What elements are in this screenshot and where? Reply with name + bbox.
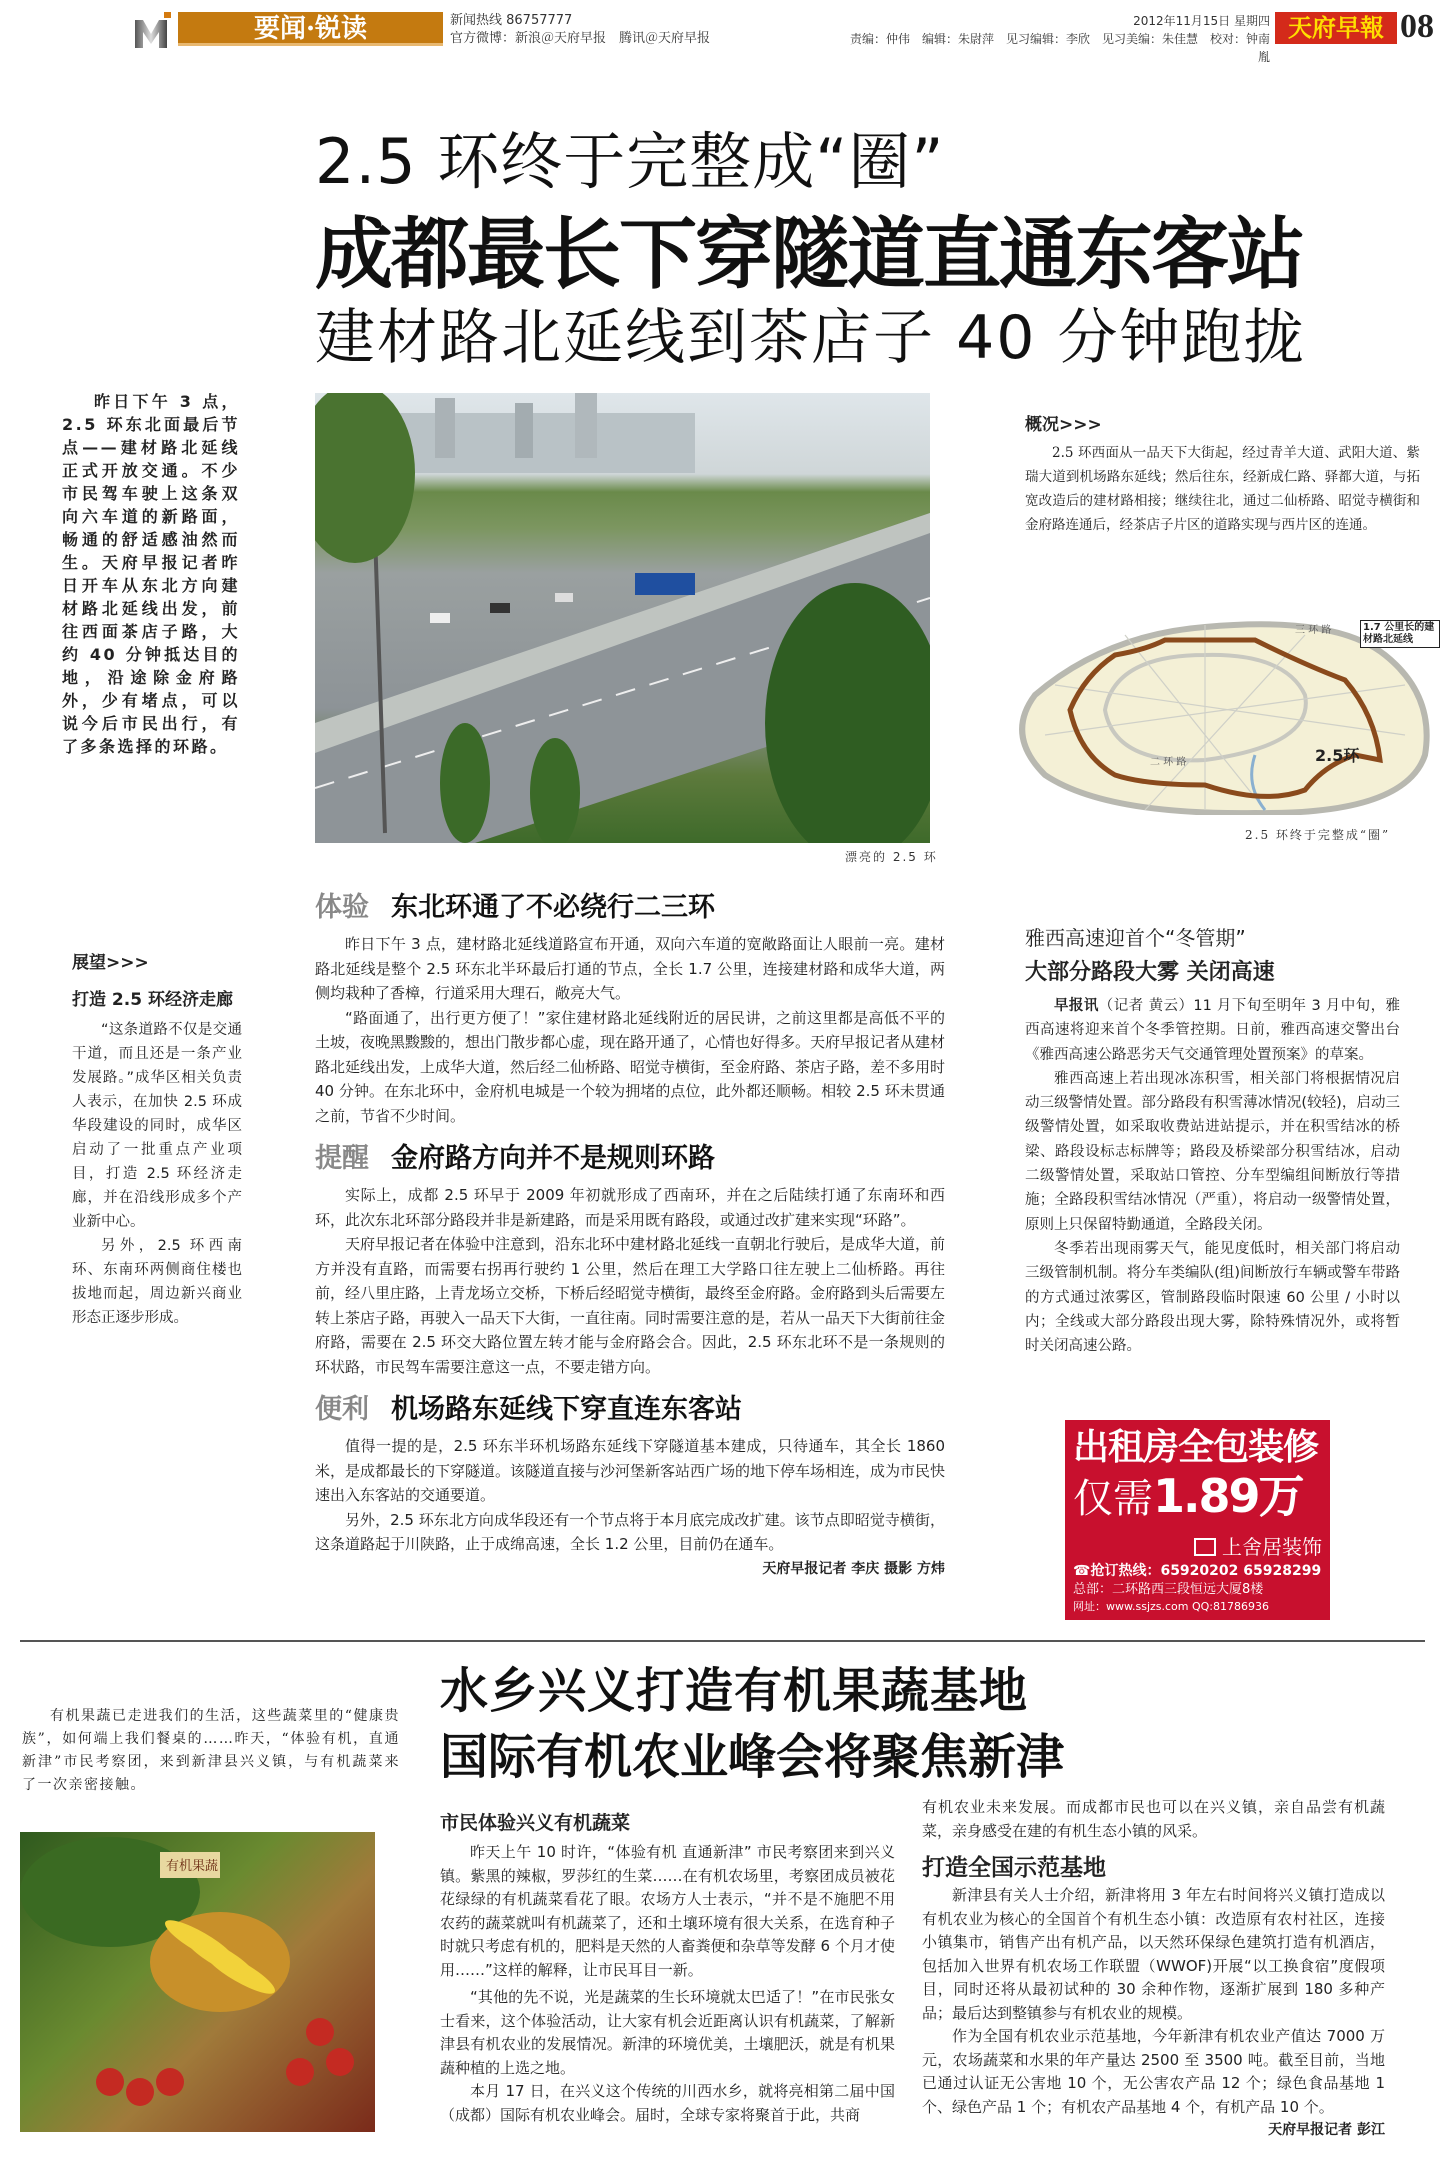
- ad-address: 总部：二环路西三段恒远大厦8楼: [1073, 1582, 1264, 1597]
- renovation-ad[interactable]: [1065, 1420, 1330, 1620]
- outlook-title: 展望>>>: [72, 953, 149, 973]
- market-sign: 有机果蔬: [166, 1859, 219, 1874]
- paragraph: 天府早报记者在体验中注意到，沿东北环中建材路北延线一直朝北行驶后，是成华大道，前方并没有直路，而需要右拐再行驶约 1 公里，然后在理工大学路口往左驶上二仙桥路。再往前，经八里庄路，上青龙场立交桥，下桥后经昭觉寺横街，最终至金府路。金府路到头后需要左转上茶店子路，再驶入一品天下大街，一直往南。同时需要注意的是，若从一品天下大街前往金府路，需要在 2.5 环交大路位置左转才能与金府路会合。因此，2.5 环东北环不是一条规则的环状路，市民驾车需要注意这一点，不要走错方向。: [315, 1235, 946, 1376]
- reporter: （记者 黄云）: [1098, 998, 1194, 1014]
- overview-title: 概况>>>: [1025, 415, 1102, 435]
- section-tag: 便利: [315, 1394, 369, 1425]
- paragraph: “其他的先不说，光是蔬菜的生长环境就太巴适了！”在市民张女士看来，这个体验活动，让大家有机会近距离认识有机蔬菜，了解新津县有机农业的发展情况。新津的环境优美，土壤肥沃，就是有机果蔬种植的上选之地。: [440, 1988, 895, 2077]
- paragraph-continued: 有机农业未来发展。而成都市民也可以在兴义镇，亲自品尝有机蔬菜，亲身感受在建的有机生态小镇的风采。: [922, 1798, 1385, 1840]
- dateline: 早报讯: [1054, 998, 1099, 1014]
- photo-caption: 漂亮的 2.5 环: [845, 850, 938, 864]
- article-intro: 昨日下午 3 点，2.5 环东北面最后节点——建材路北延线正式开放交通。不少市民驾车驶上这条双向六车道的新路面，畅通的舒适感油然而生。天府早报记者昨日开车从东北方向建材路北延线出发，前往西面茶店子路，大约 40 分钟抵达目的地，沿途除金府路外，少有堵点，可以说今后市民出行，有了多条选择的环路。: [62, 392, 240, 756]
- section-title: 东北环通了不必绕行二三环: [391, 892, 715, 923]
- outlook-paragraph: 另外，2.5 环西南环、东南环两侧商住楼也拔地而起，周边新兴商业形态正逐步形成。: [72, 1238, 242, 1326]
- section-experience: [315, 885, 945, 1128]
- paragraph-with-byline: [922, 2025, 1385, 2138]
- phone-icon: ☎: [1073, 1563, 1091, 1579]
- overview-text: 2.5 环西面从一品天下大街起，经过青羊大道、武阳大道、紫瑞大道到机场路东延线；然后往东，经新成仁路、驿都大道，与拓宽改造后的建材路相接；继续往北，通过二仙桥路、昭觉寺横街和金府路连通后，经茶店子片区的道路实现与西片区的连通。: [1025, 445, 1420, 533]
- ad-line2a: 仅需: [1073, 1476, 1153, 1522]
- third-ring-label: 三 环 路: [1295, 625, 1332, 636]
- article-kicker: 雅西高速迎首个“冬管期”: [1025, 926, 1246, 950]
- paragraph: 昨天上午 10 时许，“体验有机 直通新津” 市民考察团来到兴义镇。紫黑的辣椒，罗莎红的生菜……在有机农场里，考察团成员被花花绿绿的有机蔬菜看花了眼。农场方人士表示，“并不是不施肥不用农药的蔬菜就叫有机蔬菜了，还和土壤环境有很大关系，在选育种子时就只考虑有机的，肥料是天然的人畜粪便和杂草等发酵 6 个月才使用……”这样的解释，让市民耳目一新。: [440, 1843, 895, 1979]
- map-caption: 2.5 环终于完整成“圈”: [1245, 828, 1391, 842]
- road-photo: [315, 393, 930, 843]
- vegetable-photo: [20, 1832, 375, 2132]
- second-ring-label: 二 环 路: [1150, 757, 1187, 768]
- brand-logo-icon: [1194, 1538, 1216, 1556]
- paragraph: 昨日下午 3 点，建材路北延线道路宣布开通，双向六车道的宽敞路面让人眼前一亮。建材路北延线是整个 2.5 环东北半环最后打通的节点，全长 1.7 公里，连接建材路和成华大道，两侧均栽种了香樟，行道采用大理石，敞亮大气。: [315, 935, 945, 1002]
- headline-organic: 水乡兴义打造有机果蔬基地: [440, 1663, 1029, 1719]
- column-right: [922, 1796, 1385, 2143]
- paragraph: 新津县有关人士介绍，新津将用 3 年左右时间将兴义镇打造成以有机农业为核心的全国首个有机生态小镇：改造原有农村社区，连接小镇集市，销售产出有机产品，以天然环保绿色建筑打造有机酒店，包括加入世界有机农场工作联盟（WWOF)开展“以工换食宿”度假项目，同时还将从最初试种的 30 余种作物，逐渐扩展到 180 多种产品；最后达到整镇参与有机农业的规模。: [922, 1886, 1385, 2022]
- page-number: 08: [1400, 8, 1434, 45]
- headline-main: 成都最长下穿隧道直通东客站: [315, 210, 1304, 300]
- article-yaxi: [1025, 922, 1400, 1358]
- headline-kicker: 2.5 环终于完整成“圈”: [315, 125, 945, 198]
- paragraph: 另外，2.5 环东北方向成华段还有一个节点将于本月底完成改扩建。该节点即昭觉寺横街，这条道路起于川陕路，止于成绵高速，全长 1.2 公里，目前仍在通车。: [315, 1510, 945, 1553]
- weibo: 官方微博：新浪＠天府早报 腾讯＠天府早报: [450, 31, 711, 46]
- section-title: 金府路方向并不是规则环路: [391, 1143, 715, 1174]
- main-sections: [315, 885, 945, 1589]
- headline-summit: 国际有机农业峰会将聚焦新津: [440, 1729, 1065, 1785]
- section-divider: [20, 1640, 1425, 1642]
- ad-brand-name: 上舍居装饰: [1222, 1535, 1322, 1559]
- page-logo: [133, 12, 173, 50]
- ring-label: 2.5环: [1315, 746, 1360, 765]
- section-heading: [315, 885, 945, 924]
- headline-sub: 建材路北延线到茶店子 40 分钟跑拢: [315, 303, 1306, 373]
- paragraph: 本月 17 日，在兴义这个传统的川西水乡，就将亮相第二届中国（成都）国际有机农业峰会。届时，全球专家将聚首于此，共商: [440, 2082, 895, 2124]
- outlook-paragraph: “这条道路不仅是交通干道，而且还是一条产业发展路。”成华区相关负责人表示，在加快 2.5 环成华段建设的同时，成华区启动了一批重点产业项目，打造 2.5 环经济走廊，并在沿线形成多个产业新中心。: [72, 1022, 242, 1230]
- hotline: 新闻热线 86757777: [450, 13, 573, 28]
- column-left: [440, 1808, 895, 2127]
- subheading: 打造全国示范基地: [922, 1855, 1106, 1881]
- contact-info: [450, 12, 710, 48]
- paragraph: 11 月下旬至明年 3 月中旬，雅西高速将迎来首个冬季管控期。日前，雅西高速交警出台《雅西高速公路恶劣天气交通管理处置预案》的草案。: [1025, 998, 1401, 1063]
- subheading: 市民体验兴义有机蔬菜: [440, 1812, 631, 1834]
- paragraph: 冬季若出现雨雾天气，能见度低时，相关部门将启动三级管制机制。将分车类编队(组)间断放行车辆或警车带路的方式通过浓雾区，管制路段临时限速 60 公里 / 小时以内；全线或大部分路段出现大雾，除特殊情况外，或将暂时关闭高速公路。: [1025, 1240, 1400, 1355]
- section-heading: [315, 1387, 945, 1426]
- overview-box: [1025, 410, 1420, 537]
- edition-info: [850, 12, 1270, 66]
- paragraph: 值得一提的是，2.5 环东半环机场路东延线下穿隧道基本建成，只待通车，其全长 1860 米，是成都最长的下穿隧道。该隧道直接与沙河堡新客站西广场的地下停车场相连，成为市民快速出入东客站的交通要道。: [315, 1437, 946, 1504]
- outlook-box: [72, 948, 242, 1330]
- section-convenience: [315, 1387, 945, 1581]
- paragraph: 雅西高速上若出现冰冻积雪，相关部门将根据情况启动三级警情处置。部分路段有积雪薄冰情况(较轻)，启动三级警情处置，如采取收费站进站提示，并在积雪结冰的桥梁、路段设标志标牌等；路段及桥梁部分积雪结冰，启动二级警情处置，采取站口管控、分车型编组间断放行等措施；全路段积雪结冰情况（严重），将启动一级警情处置，原则上只保留特勤通道，全路段关闭。: [1025, 1070, 1400, 1233]
- ring-road-map: [1005, 615, 1440, 815]
- newspaper-brand: 天府早報: [1275, 12, 1397, 44]
- article-intro: 有机果蔬已走进我们的生活，这些蔬菜里的“健康贵族”，如何端上我们餐桌的……昨天，“体验有机，直通新津”市民考察团，来到新津县兴义镇，与有机蔬菜来了一次亲密接触。: [22, 1708, 400, 1793]
- section-banner: 要闻·锐读: [178, 12, 443, 46]
- article-headline: 大部分路段大雾 关闭高速: [1025, 960, 1275, 985]
- editor-credits: 责编：仲伟 编辑：朱尉萍 见习编辑：李欣 见习美编：朱佳慧 校对：钟南胤: [850, 32, 1271, 64]
- section-reminder: [315, 1136, 945, 1379]
- section-title: 机场路东延线下穿直连东客站: [391, 1394, 742, 1425]
- section-tag: 体验: [315, 892, 369, 923]
- issue-date: 2012年11月15日 星期四: [1133, 14, 1270, 28]
- outlook-subtitle: 打造 2.5 环经济走廊: [72, 990, 233, 1010]
- ad-brand: [1073, 1533, 1322, 1561]
- paragraph: 作为全国有机农业示范基地，今年新津有机农业产值达 7000 万元，农场蔬菜和水果的年产量达 2500 至 3500 吨。截至目前，当地已通过认证无公害地 10 个，无公害农产品 12 个；绿色食品基地 1 个、绿色产品 1 个；有机农产品基地 4 个，有机产品 10 个。: [922, 2027, 1385, 2116]
- section-tag: 提醒: [315, 1143, 369, 1174]
- ad-price: 1.89万: [1153, 1469, 1303, 1523]
- byline: 天府早报记者 李庆 摄影 方炜: [762, 1560, 945, 1577]
- road-illustration: [315, 393, 930, 843]
- ad-hotline: ☎抢订热线：65920202 65928299: [1073, 1563, 1322, 1579]
- paragraph: 实际上，成都 2.5 环早于 2009 年初就形成了西南环，并在之后陆续打通了东南环和西环，此次东北环部分路段并非是新建路，而是采用既有路段，或通过改扩建来实现“环路”。: [315, 1186, 945, 1229]
- ad-website[interactable]: 网址：www.ssjzs.com QQ:81786936: [1073, 1600, 1269, 1613]
- section-heading: [315, 1136, 945, 1175]
- ad-line1: 出租房全包装修: [1073, 1427, 1319, 1468]
- paragraph: “路面通了，出行更方便了！”家住建材路北延线附近的居民讲，之前这里都是高低不平的土坡，夜晚黑黢黢的，想出门散步都心虚，现在路开通了，心情也好得多。天府早报记者从建材路北延线出发，上成华大道，然后经二仙桥路、昭觉寺横街，至金府路、茶店子路，差不多用时 40 分钟。在东北环中，金府机电城是一个较为拥堵的点位，此外都还顺畅。相较 2.5 环未贯通之前，节省不少时间。: [315, 1008, 946, 1125]
- byline: 天府早报记者 彭江: [1268, 2122, 1385, 2138]
- map-callout: 1.7 公里长的建材路北延线: [1360, 620, 1440, 648]
